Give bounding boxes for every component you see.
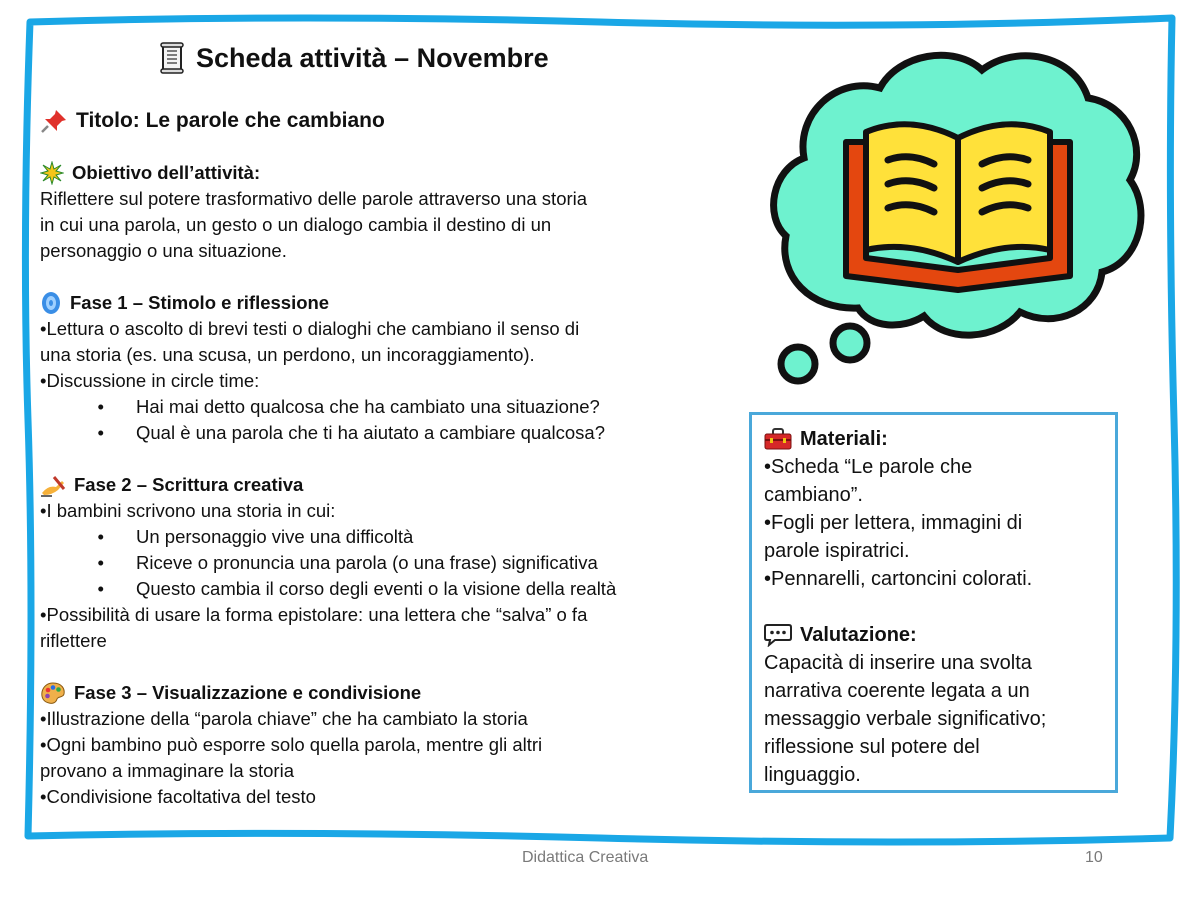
sparkle-icon bbox=[40, 161, 64, 185]
info-box bbox=[749, 412, 1118, 793]
list-item: • Un personaggio vive una difficoltà bbox=[97, 526, 414, 547]
evaluation-line: narrativa coerente legata a un bbox=[764, 680, 1030, 702]
phase1-line: •Lettura o ascolto di brevi testi o dialoghi che cambiano il senso di bbox=[40, 318, 580, 339]
phase1-line: una storia (es. una scusa, un perdono, un incoraggiamento). bbox=[40, 344, 535, 365]
phase1-line: •Discussione in circle time: bbox=[40, 370, 260, 391]
materials-line: •Fogli per lettera, immagini di bbox=[764, 512, 1023, 534]
objective-line: Riflettere sul potere trasformativo delle parole attraverso una storia bbox=[40, 188, 588, 209]
pushpin-icon bbox=[40, 108, 68, 134]
speech-bubble-icon bbox=[764, 623, 792, 647]
palette-icon bbox=[40, 681, 66, 705]
phase1-heading: Fase 1 – Stimolo e riflessione bbox=[40, 290, 720, 316]
phase2-line: •I bambini scrivono una storia in cui: bbox=[40, 500, 336, 521]
page-title-text: Scheda attività – Novembre bbox=[196, 42, 549, 73]
scroll-icon bbox=[158, 42, 186, 74]
thought-cloud-book-icon bbox=[770, 40, 1150, 390]
cyclone-icon bbox=[40, 291, 62, 315]
phase3-line: •Illustrazione della “parola chiave” che ha cambiato la storia bbox=[40, 708, 528, 729]
phase3-line: •Ogni bambino può esporre solo quella parola, mentre gli altri bbox=[40, 734, 543, 755]
phase3-line: provano a immaginare la storia bbox=[40, 760, 294, 781]
main-content bbox=[40, 108, 720, 810]
materials-line: •Scheda “Le parole che bbox=[764, 456, 973, 478]
list-item: • Questo cambia il corso degli eventi o la visione della realtà bbox=[97, 578, 617, 599]
phase2-heading: Fase 2 – Scrittura creativa bbox=[40, 472, 720, 498]
objective-line: in cui una parola, un gesto o un dialogo cambia il destino di un bbox=[40, 214, 552, 235]
materials-heading: Materiali: bbox=[764, 425, 1105, 453]
phase3-line: •Condivisione facoltativa del testo bbox=[40, 786, 316, 807]
phase2-line: riflettere bbox=[40, 630, 107, 651]
toolbox-icon bbox=[764, 428, 792, 450]
list-item: • Riceve o pronuncia una parola (o una frase) significativa bbox=[97, 552, 598, 573]
page-title bbox=[158, 42, 549, 74]
objective-heading: Obiettivo dell’attività: bbox=[40, 160, 720, 186]
page-number: 10 bbox=[1085, 849, 1103, 866]
materials-line: parole ispiratrici. bbox=[764, 540, 910, 562]
activity-title: Titolo: Le parole che cambiano bbox=[40, 108, 720, 134]
objective-line: personaggio o una situazione. bbox=[40, 240, 287, 261]
list-item: • Qual è una parola che ti ha aiutato a cambiare qualcosa? bbox=[97, 422, 605, 443]
writing-hand-icon bbox=[40, 473, 66, 497]
phase3-heading: Fase 3 – Visualizzazione e condivisione bbox=[40, 680, 720, 706]
evaluation-heading: Valutazione: bbox=[764, 621, 1105, 649]
list-item: • Hai mai detto qualcosa che ha cambiato una situazione? bbox=[97, 396, 600, 417]
evaluation-line: riflessione sul potere del bbox=[764, 736, 980, 758]
materials-line: cambiano”. bbox=[764, 484, 863, 506]
evaluation-line: Capacità di inserire una svolta bbox=[764, 652, 1032, 674]
materials-line: •Pennarelli, cartoncini colorati. bbox=[764, 568, 1033, 590]
footer-text: Didattica Creativa bbox=[522, 849, 649, 866]
evaluation-line: linguaggio. bbox=[764, 764, 861, 786]
evaluation-line: messaggio verbale significativo; bbox=[764, 708, 1047, 730]
phase2-line: •Possibilità di usare la forma epistolare: una lettera che “salva” o fa bbox=[40, 604, 588, 625]
